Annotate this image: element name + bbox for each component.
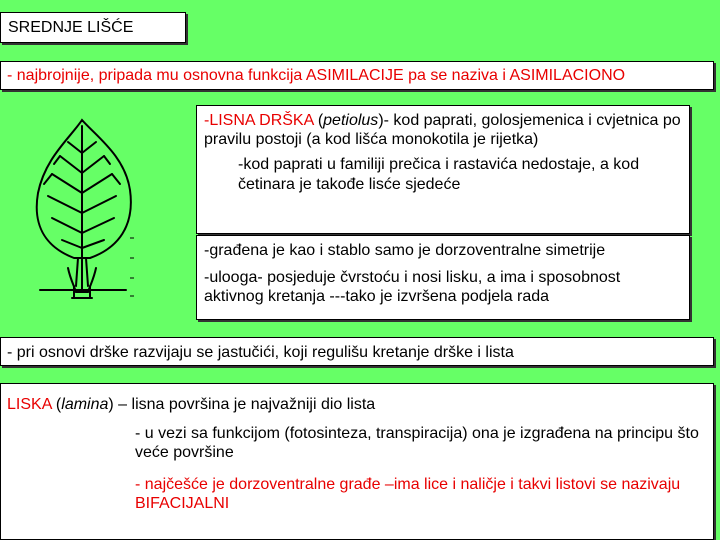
- lamina-term: LISKA: [7, 396, 52, 413]
- lamina-paren-open: (: [51, 396, 62, 413]
- role-text: -ulooga- posjeduje čvrstoću i nosi lisku, a ima i sposobnost aktivnog kretanja ---tako je izvršena podjela rada: [204, 269, 621, 306]
- pulvinus-box: [0, 337, 714, 366]
- petiole-note: -kod paprati u familiji prečica i rastavića nedostaje, a kod četinara je takođe lisće sjedeće: [238, 156, 640, 193]
- petiole-box: [196, 105, 690, 234]
- structure-text: -građena je kao i stablo samo je dorzoventralne simetrije: [204, 242, 606, 259]
- lamina-description: – lisna površina je najvažniji dio lista: [113, 396, 376, 413]
- page-title: [0, 12, 186, 43]
- leaf-outline: [37, 120, 131, 258]
- lamina-definition: [7, 395, 707, 414]
- structure-box: [196, 235, 690, 320]
- lamina-function-text: - u vezi sa funkcijom (fotosinteza, transpiracija) ona je izgrađena na principu što veće površine: [135, 425, 699, 462]
- lamina-box: [0, 383, 714, 540]
- lamina-bifacial-text: - najčešće je dorzoventralne građe –ima lice i naličje i takvi listovi se nazivaju BIFACIJALNI: [135, 475, 681, 512]
- intro-box: [0, 61, 714, 90]
- intro-text: - najbrojnije, pripada mu osnovna funkcija ASIMILACIJE pa se naziva i ASIMILACIONO: [7, 67, 626, 84]
- leaf-illustration: [30, 118, 140, 308]
- petiole-term: -LISNA DRŠKA: [204, 112, 314, 129]
- petiole-paren-close: ): [378, 112, 384, 129]
- petiole-paren-open: (: [313, 112, 324, 129]
- lamina-paren-close: ): [108, 396, 114, 413]
- pulvinus-text: - pri osnovi drške razvijaju se jastučići, koji regulišu kretanje drške i lista: [7, 344, 514, 361]
- petiole-latin: petiolus: [323, 112, 379, 129]
- petiole-description: - kod paprati, golosjemenica i cvjetnica po pravilu postoji (a kod lišća monokotila je rijetka): [204, 112, 681, 149]
- lamina-latin: lamina: [61, 396, 109, 413]
- petiole-definition: [204, 111, 682, 149]
- page-title-text: SREDNJE LIŠĆE: [8, 19, 134, 36]
